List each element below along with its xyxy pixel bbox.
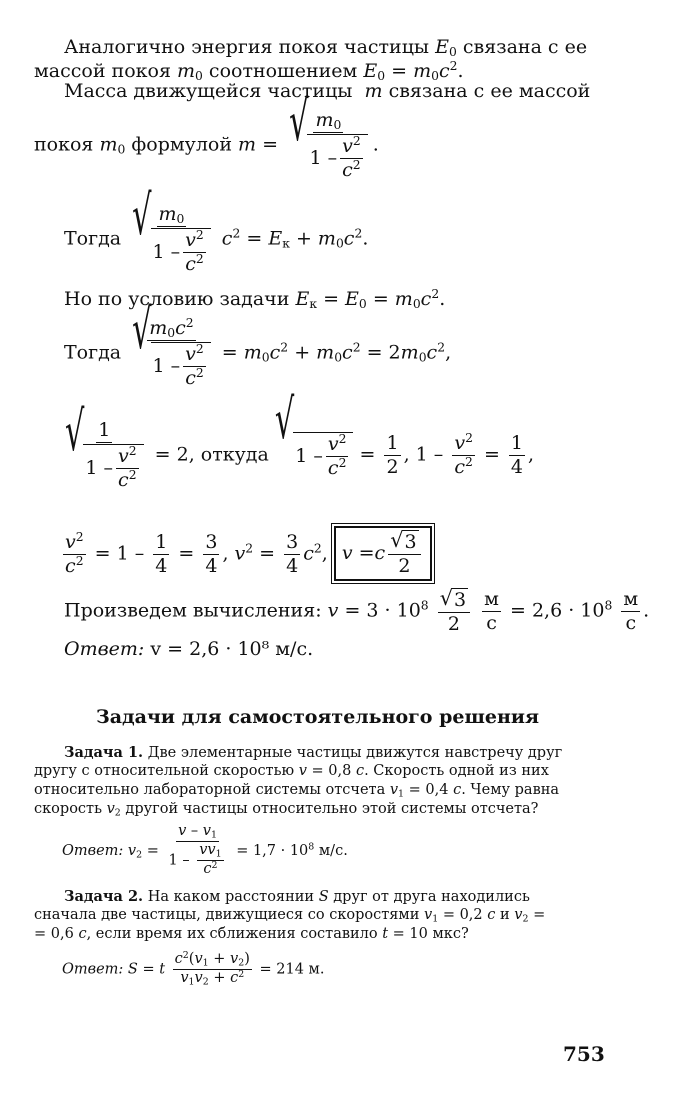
unit-second: с bbox=[625, 611, 637, 634]
formula-mass: покоя $m_0$ формулой m = $m_0$ √ 1 – $\frac{v^2}{c^2}$ . bbox=[34, 91, 379, 181]
text-fragment: , если время их сближения составило bbox=[86, 926, 378, 942]
text-fragment: связана с ее массой bbox=[388, 80, 591, 102]
text-fragment: = 3 · 10 bbox=[344, 599, 421, 622]
text-fragment: формулой bbox=[131, 133, 232, 156]
text-fragment: друг от друга находились bbox=[333, 889, 530, 905]
text-fragment: сначала две частицы, движущиеся со скоростями bbox=[34, 907, 420, 923]
section-title: Задачи для самостоятельного решения bbox=[96, 706, 540, 728]
task1-line-4: скорость $v_2$ другой частицы относительно этой системы отсчета? bbox=[34, 801, 539, 819]
task2-line-3: = 0,6 c, если время их сближения составило t = 10 мкс? bbox=[34, 926, 469, 942]
text-fragment: другу с относительной скоростью bbox=[34, 763, 295, 779]
unit-second: с bbox=[486, 611, 497, 634]
formula-result: $\frac{v^2}{c^2}$ = 1 – $\frac{1}{4}$ = $\frac{3}{4}$ , $v^2$ = $\frac{3}{4}$ $c^2$, v = c √ 3 2 bbox=[60, 526, 432, 581]
unit-meter: м bbox=[623, 588, 639, 610]
answer-label: Ответ: bbox=[62, 961, 124, 978]
text-fragment: = 0,2 bbox=[442, 907, 483, 923]
formula-otkuda: 1 √ 1 – $\frac{v^2}{c^2}$ = 2, откуда √ 1 – $\frac{v^2}{c^2}$ = $\frac{1}{2}$ , 1 – $\frac{v^2}{c^2}$ = $\frac{1}{4}$ , bbox=[65, 389, 535, 491]
text-fragment: Масса движущейся частицы bbox=[64, 80, 353, 102]
text-fragment: = 0,4 bbox=[408, 782, 449, 798]
boxed-answer: v = c √ 3 2 bbox=[334, 526, 432, 581]
text-fragment: = bbox=[533, 907, 546, 923]
text-fragment: Аналогично энергия покоя частицы bbox=[64, 36, 430, 58]
task2-label: Задача 2. bbox=[64, 888, 144, 905]
calculation-line: Произведем вычисления: $v = 3 \cdot 10^8$ √ 3 2 $\frac{м}{с}$ = $2,6 \cdot 10^8$ $\frac{м}{с}$ . bbox=[64, 586, 650, 635]
text-fragment: относительно лабораторной системы отсчета bbox=[34, 782, 386, 798]
formula-togda-1: Тогда $m_0$ √ 1 – $\frac{v^2}{c^2}$ $c^2 = E_к + m_0c^2$. bbox=[64, 185, 369, 275]
text-fragment: связана с ее bbox=[462, 36, 588, 58]
text-fragment: . Чему равна bbox=[461, 782, 560, 798]
text-fragment: . Скорость одной из них bbox=[364, 763, 549, 779]
paragraph-1-line-1: Аналогично энергия покоя частицы $E_0$ связана с ее bbox=[64, 36, 588, 60]
text-fragment: скорость bbox=[34, 801, 102, 817]
task1-line-1 bbox=[64, 744, 562, 761]
text-fragment: = 2,6 · 10 bbox=[509, 599, 605, 622]
text-fragment: и bbox=[499, 907, 510, 923]
text-fragment: массой покоя bbox=[34, 60, 171, 82]
task1-label: Задача 1. bbox=[64, 744, 144, 761]
unit-meter: м bbox=[484, 588, 499, 610]
text-fragment: Тогда bbox=[64, 227, 122, 250]
text-fragment: соотношением bbox=[208, 60, 358, 82]
text-fragment: Но по условию задачи bbox=[64, 288, 290, 310]
text-fragment: = 2, откуда bbox=[154, 443, 269, 466]
answer-label: Ответ: bbox=[64, 638, 145, 660]
text-fragment: Две элементарные частицы движутся навстречу друг bbox=[147, 745, 563, 761]
text-fragment: другой частицы относительно этой системы отсчета? bbox=[125, 801, 539, 817]
task1-line-2: другу с относительной скоростью v = 0,8 c. Скорость одной из них bbox=[34, 763, 549, 779]
text-fragment: покоя bbox=[34, 133, 94, 156]
text-fragment: Тогда bbox=[64, 341, 122, 364]
answer-label: Ответ: bbox=[62, 842, 124, 859]
task1-line-3: относительно лабораторной системы отсчета $v_1 = 0,4$ c. Чему равна bbox=[34, 782, 560, 800]
condition-line: Но по условию задачи $E_к = E_0 = m_0c^2$. bbox=[64, 287, 446, 312]
paragraph-1-line-2: массой покоя $m_0$ соотношением $E_0 = m_0c^2$. bbox=[34, 59, 464, 84]
page-number: 753 bbox=[563, 1042, 605, 1066]
text-fragment: = 10 мкс? bbox=[392, 926, 469, 942]
formula-togda-2: Тогда $m_0c^2$ √ 1 – $\frac{v^2}{c^2}$ = $m_0c^2 + m_0c^2 = 2m_0c^2$, bbox=[64, 299, 452, 389]
task2-answer: Ответ: S = t $\frac{c^2(v_1 + v_2)}{v_1v_2 + c^2}$ = 214 м. bbox=[62, 949, 325, 988]
task1-answer: Ответ: $v_2$ = v – $v_1$ 1 – $\frac{vv_1}{c^2}$ = $1,7 \cdot 10^8$ м/с. bbox=[62, 823, 348, 877]
text-fragment: На каком расстоянии bbox=[147, 889, 315, 905]
text-fragment: = 1,7 · 10 bbox=[236, 842, 309, 859]
text-fragment: м/с. bbox=[318, 842, 348, 859]
text-fragment: = 214 м. bbox=[259, 961, 325, 978]
answer-line bbox=[64, 638, 313, 660]
answer-value: v = 2,6 · 10⁸ м/с. bbox=[150, 638, 314, 660]
text-fragment: = 0,8 bbox=[311, 763, 352, 779]
text-fragment: = 0,6 bbox=[34, 926, 74, 942]
task2-line-1: Задача 2. На каком расстоянии S друг от друга находились bbox=[64, 888, 530, 905]
paragraph-2-line-1: Масса движущейся частицы m связана с ее массой bbox=[64, 80, 591, 102]
text-fragment: Произведем вычисления: bbox=[64, 599, 322, 622]
section-heading bbox=[96, 706, 539, 728]
task2-line-2: сначала две частицы, движущиеся со скоростями $v_1 = 0,2$ c и $v_2$ = bbox=[34, 907, 546, 925]
